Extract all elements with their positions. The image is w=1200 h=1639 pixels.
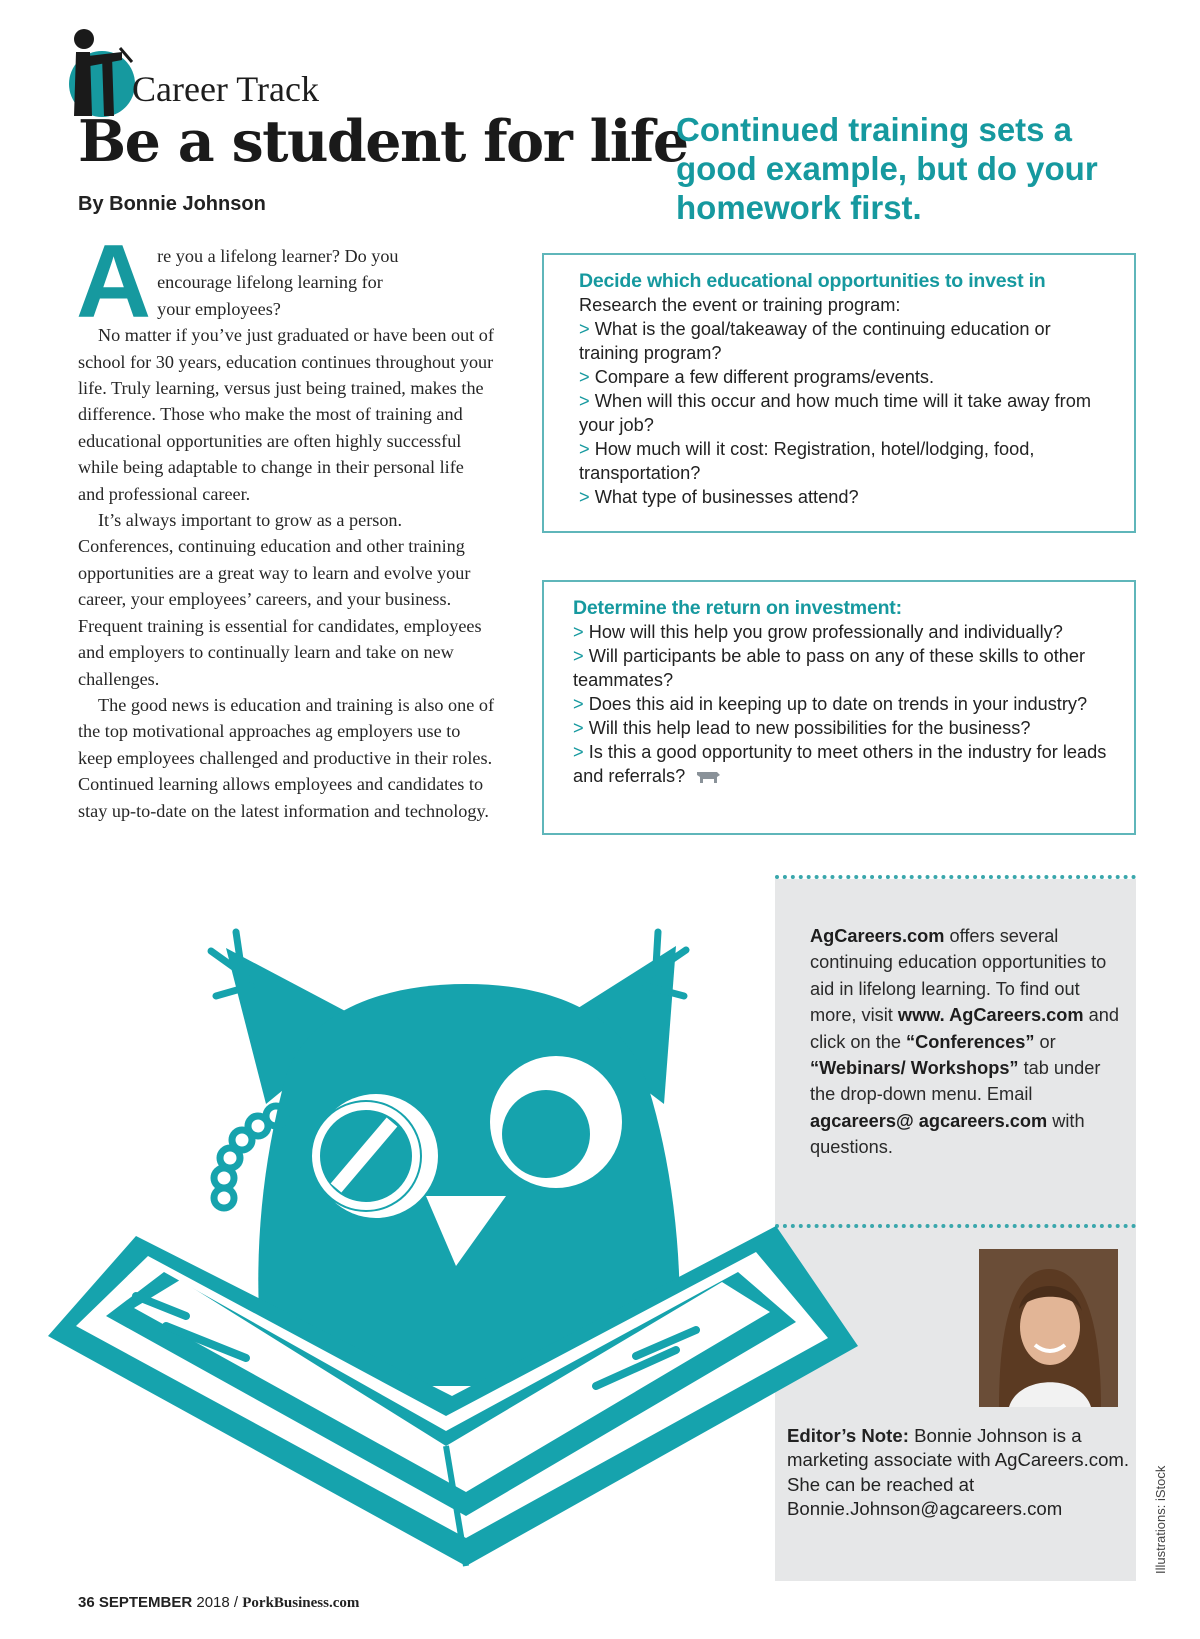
list-item [573, 692, 1112, 716]
list-item-text: How much will it cost: Registration, hotel/lodging, food, transportation? [579, 439, 1035, 483]
arrow-marker: > [579, 367, 590, 387]
page-title: Be a student for life [78, 108, 688, 175]
arrow-marker: > [579, 319, 590, 339]
arrow-marker: > [573, 694, 584, 714]
info-link[interactable]: www. AgCareers.com [897, 1005, 1084, 1026]
dotted-divider [775, 875, 1136, 879]
drop-cap: A [76, 224, 152, 340]
folio-site: PorkBusiness.com [242, 1595, 360, 1611]
line: encourage lifelong learning for [157, 272, 383, 293]
illustration-credit: Illustrations: iStock [1153, 1465, 1168, 1574]
list-item [579, 317, 1112, 365]
paragraph-2: No matter if you’ve just graduated or have been out of school for 30 years, education continues throughout your life. Truly learning, versus just being trained, makes the difference. Those who make the most of training and educational opportunities are often highly successful while being adaptable to change in their personal life and professional career. [78, 325, 494, 504]
info-text-part: tab under the drop-down menu. Email [810, 1058, 1101, 1105]
section-name-text: Career Track [132, 69, 319, 109]
list-item [573, 740, 1112, 788]
list-item-text: How will this help you grow professionally and individually? [588, 622, 1063, 642]
info-text-part: or [1034, 1031, 1056, 1052]
info-email[interactable]: agcareers@ agcareers.com [810, 1110, 1048, 1131]
paragraph-3: It’s always important to grow as a person. Conferences, continuing education and other training opportunities are a great way to learn and evolve your career, your employees’ careers, and your business. Frequent training is essential for candidates, employees and employers to continually learn and take on new challenges. [78, 510, 482, 689]
folio-year: 2018 / [192, 1594, 243, 1611]
arrow-marker: > [573, 718, 584, 738]
arrow-marker: > [573, 742, 584, 762]
list-item [579, 389, 1112, 437]
byline: By Bonnie Johnson [78, 193, 266, 215]
editors-note-text: Bonnie Johnson is a marketing associate with AgCareers.com. She can be reached at Bonnie.Johnson@agcareers.com [787, 1425, 1130, 1520]
author-photo [979, 1249, 1118, 1407]
deck: Continued training sets a good example, but do your homework first. [676, 111, 1098, 226]
list-item-text: Does this aid in keeping up to date on trends in your industry? [588, 694, 1088, 714]
paragraph-4: The good news is education and training is also one of the top motivational approaches ag employers use to keep employees challenged and productive in their roles. Continued learning allows employees and candidates to stay up-to-date on the latest information and technology. [78, 694, 494, 821]
list-item-text: Is this a good opportunity to meet others in the industry for leads and referrals? [573, 742, 1107, 786]
list-item-text: What is the goal/takeaway of the continuing education or training program? [579, 319, 1051, 363]
arrow-marker: > [579, 487, 590, 507]
sidebar-decide [542, 253, 1136, 533]
pig-icon [695, 769, 721, 785]
article-body [76, 224, 494, 824]
list-item-text: Will participants be able to pass on any of these skills to other teammates? [573, 646, 1086, 690]
page-folio [78, 1594, 359, 1612]
line: your employees? [157, 298, 281, 319]
info-text-part: and click on the [810, 1005, 1119, 1052]
arrow-marker: > [573, 646, 584, 666]
list-item-text: What type of businesses attend? [594, 487, 859, 507]
line: re you a lifelong learner? Do you [157, 246, 399, 266]
page-number: 36 [78, 1594, 95, 1611]
paragraph-1 [76, 224, 494, 340]
sidebar-title: Decide which educational opportunities to invest in [579, 270, 1046, 292]
list-item [573, 620, 1112, 644]
owl-reading-book-illustration [36, 926, 886, 1586]
arrow-marker: > [573, 622, 584, 642]
conferences-tab-name: “Conferences” [906, 1031, 1035, 1052]
sidebar-roi [542, 580, 1136, 835]
list-item [573, 716, 1112, 740]
sidebar-title: Determine the return on investment: [573, 597, 902, 619]
info-site: AgCareers.com [810, 926, 945, 946]
list-item [579, 437, 1112, 485]
list-item-text: Compare a few different programs/events. [594, 367, 935, 387]
editors-note-label: Editor’s Note: [787, 1425, 909, 1446]
info-text-part: offers several continuing education opportunities to aid in lifelong learning. To find out more, visit [810, 926, 1107, 1026]
arrow-marker: > [579, 439, 590, 459]
list-item [573, 644, 1112, 692]
arrow-marker: > [579, 391, 590, 411]
career-track-logo [62, 26, 136, 118]
list-item-text: Will this help lead to new possibilities for the business? [588, 718, 1031, 738]
sidebar-intro: Research the event or training program: [579, 295, 901, 315]
list-item-text: When will this occur and how much time will it take away from your job? [579, 391, 1091, 435]
webinars-tab-name: “Webinars/ Workshops” [810, 1058, 1019, 1079]
info-text-part: with questions. [810, 1110, 1085, 1158]
list-item [579, 365, 1112, 389]
section-name [132, 68, 319, 110]
list-item [579, 485, 1112, 509]
folio-month: SEPTEMBER [94, 1594, 193, 1611]
